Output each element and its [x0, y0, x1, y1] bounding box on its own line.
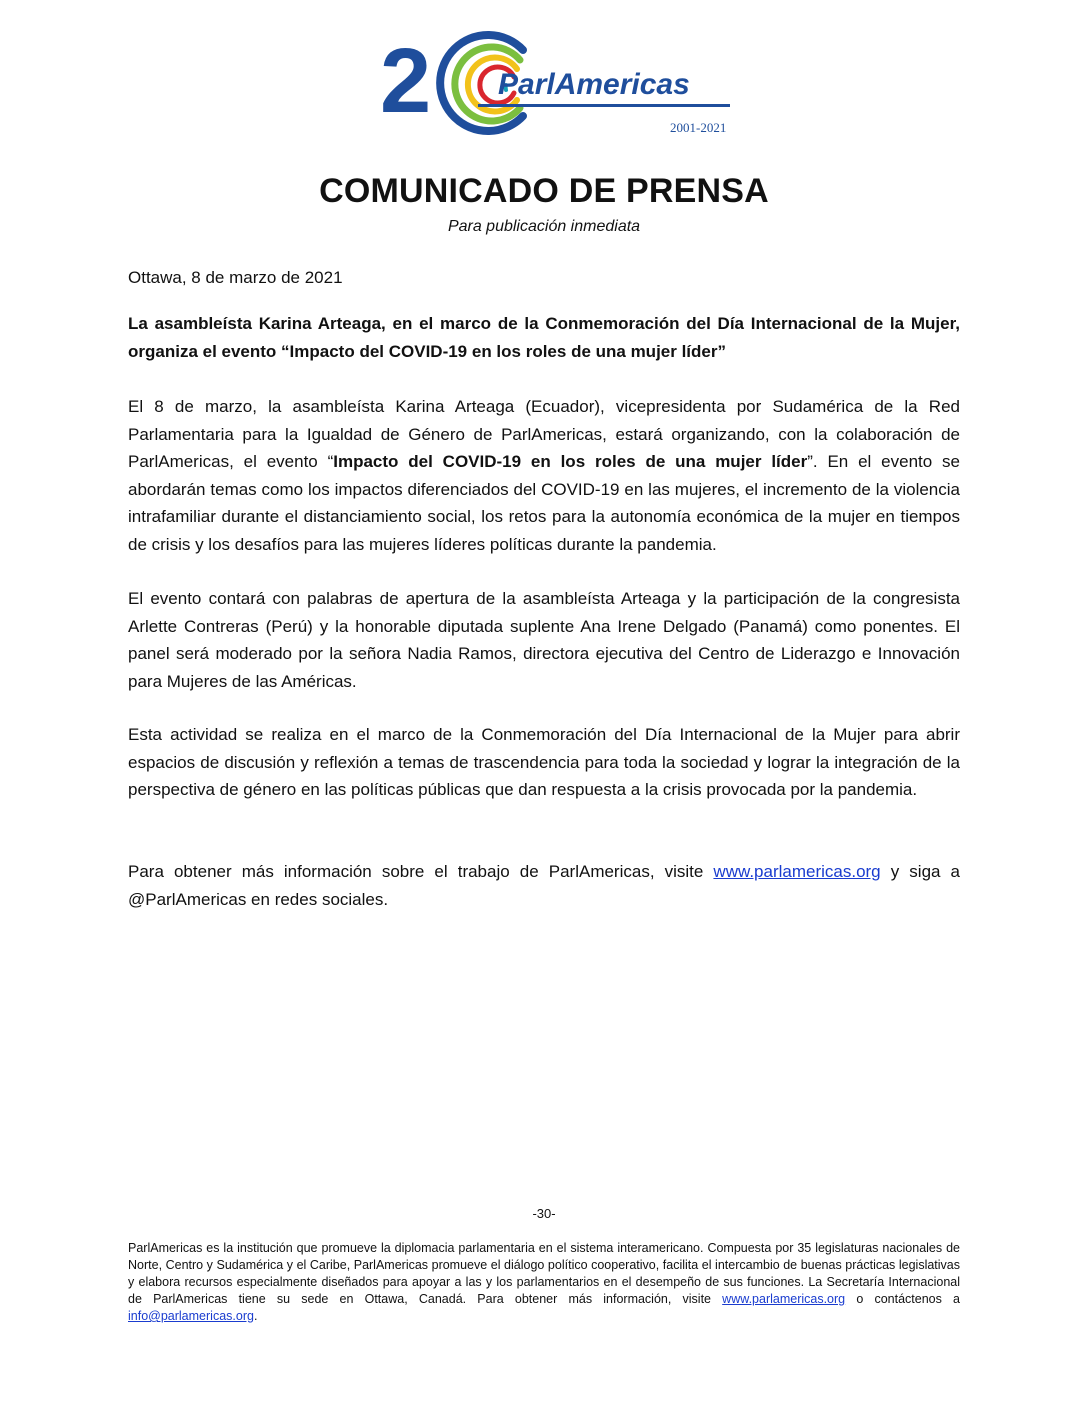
paragraph-1-intro: El 8 de marzo, la asambleísta Karina Arteaga (Ecuador), vicepresidenta por Sudamérica de la Red Parlamentaria para la Igualdad de Género de ParlAmericas, estará organizando, con la colaboración de ParlAmericas, el evento “ — [128, 397, 960, 471]
paragraph-2-text: El evento contará con palabras de apertura de la asambleísta Arteaga y la participación de la congresista Arlette Contreras (Perú) y la honorable diputada suplente Ana Irene Delgado (Panamá) como ponentes. El panel será moderado por la señora Nadia Ramos, directora ejecutiva del Centro de Liderazgo e Innovación para Mujeres de las Américas. — [128, 589, 960, 691]
paragraph-more-info — [128, 858, 960, 913]
event-name: Impacto del COVID-19 en los roles de una mujer líder — [333, 452, 808, 471]
paragraph-context — [128, 721, 960, 804]
logo-numeral: 2 — [380, 30, 432, 132]
document-subtitle: Para publicación inmediata — [447, 218, 641, 235]
footer-email-link[interactable]: info@parlamericas.org — [128, 1309, 254, 1323]
website-link[interactable]: www.parlamericas.org — [713, 862, 881, 881]
footer-text: ParlAmericas es la institución que promueve la diplomacia parlamentaria en el sistema interamericano. Compuesta por 35 legislaturas nacionales de Norte, Centro y Sudamérica y el Caribe, ParlAmericas promueve el diálogo político cooperativo, facilita el intercambio de buenas prácticas legislativas y elabora recursos especialmente diseñados para apoyar a las y los parlamentarios en el desempeño de sus funciones. La Secretaría Internacional de ParlAmericas tiene su sede en Ottawa, Canadá. Para obtener más información, visite — [128, 1241, 960, 1306]
logo-underline — [478, 104, 730, 107]
document-title: COMUNICADO DE PRENSA — [319, 172, 769, 210]
footer-website-link[interactable]: www.parlamericas.org — [722, 1292, 846, 1306]
paragraph-1-rest: ”. En el evento se abordarán temas como los impactos diferenciados del COVID-19 en las mujeres, el incremento de la violencia intrafamiliar durante el distanciamiento social, los retos para la autonomía económica de la mujer en tiempos de crisis y los desafíos para las mujeres líderes políticas durante la pandemia. — [128, 452, 960, 554]
footer-end: . — [253, 1309, 258, 1323]
logo-years: 2001-2021 — [670, 120, 727, 135]
dateline: Ottawa, 8 de marzo de 2021 — [128, 268, 343, 287]
paragraph-event-description — [128, 393, 960, 558]
parlamericas-20-anniversary-logo — [378, 30, 738, 142]
headline: La asambleísta Karina Arteaga, en el marco de la Conmemoración del Día Internacional de la Mujer, organiza el evento “Impacto del COVID-19 en los roles de una mujer líder” — [128, 314, 960, 361]
paragraph-speakers — [128, 585, 960, 695]
paragraph-1-text — [128, 393, 960, 558]
paragraph-4-rest: y siga a @ParlAmericas en redes sociales. — [128, 862, 961, 909]
footer-middle: o contáctenos a — [845, 1292, 960, 1306]
logo-graphic — [378, 30, 738, 142]
logo-brand: ParlAmericas — [498, 68, 690, 101]
paragraph-4-intro: Para obtener más información sobre el trabajo de ParlAmericas, visite — [128, 862, 714, 881]
paragraph-4-text — [128, 858, 960, 913]
footer-about — [128, 1240, 960, 1325]
end-marker: -30- — [532, 1206, 556, 1221]
paragraph-3-text: Esta actividad se realiza en el marco de la Conmemoración del Día Internacional de la Mujer para abrir espacios de discusión y reflexión a temas de trascendencia para toda la sociedad y lograr la integración de la perspectiva de género en las políticas públicas que dan respuesta a la crisis provocada por la pandemia. — [128, 725, 960, 799]
